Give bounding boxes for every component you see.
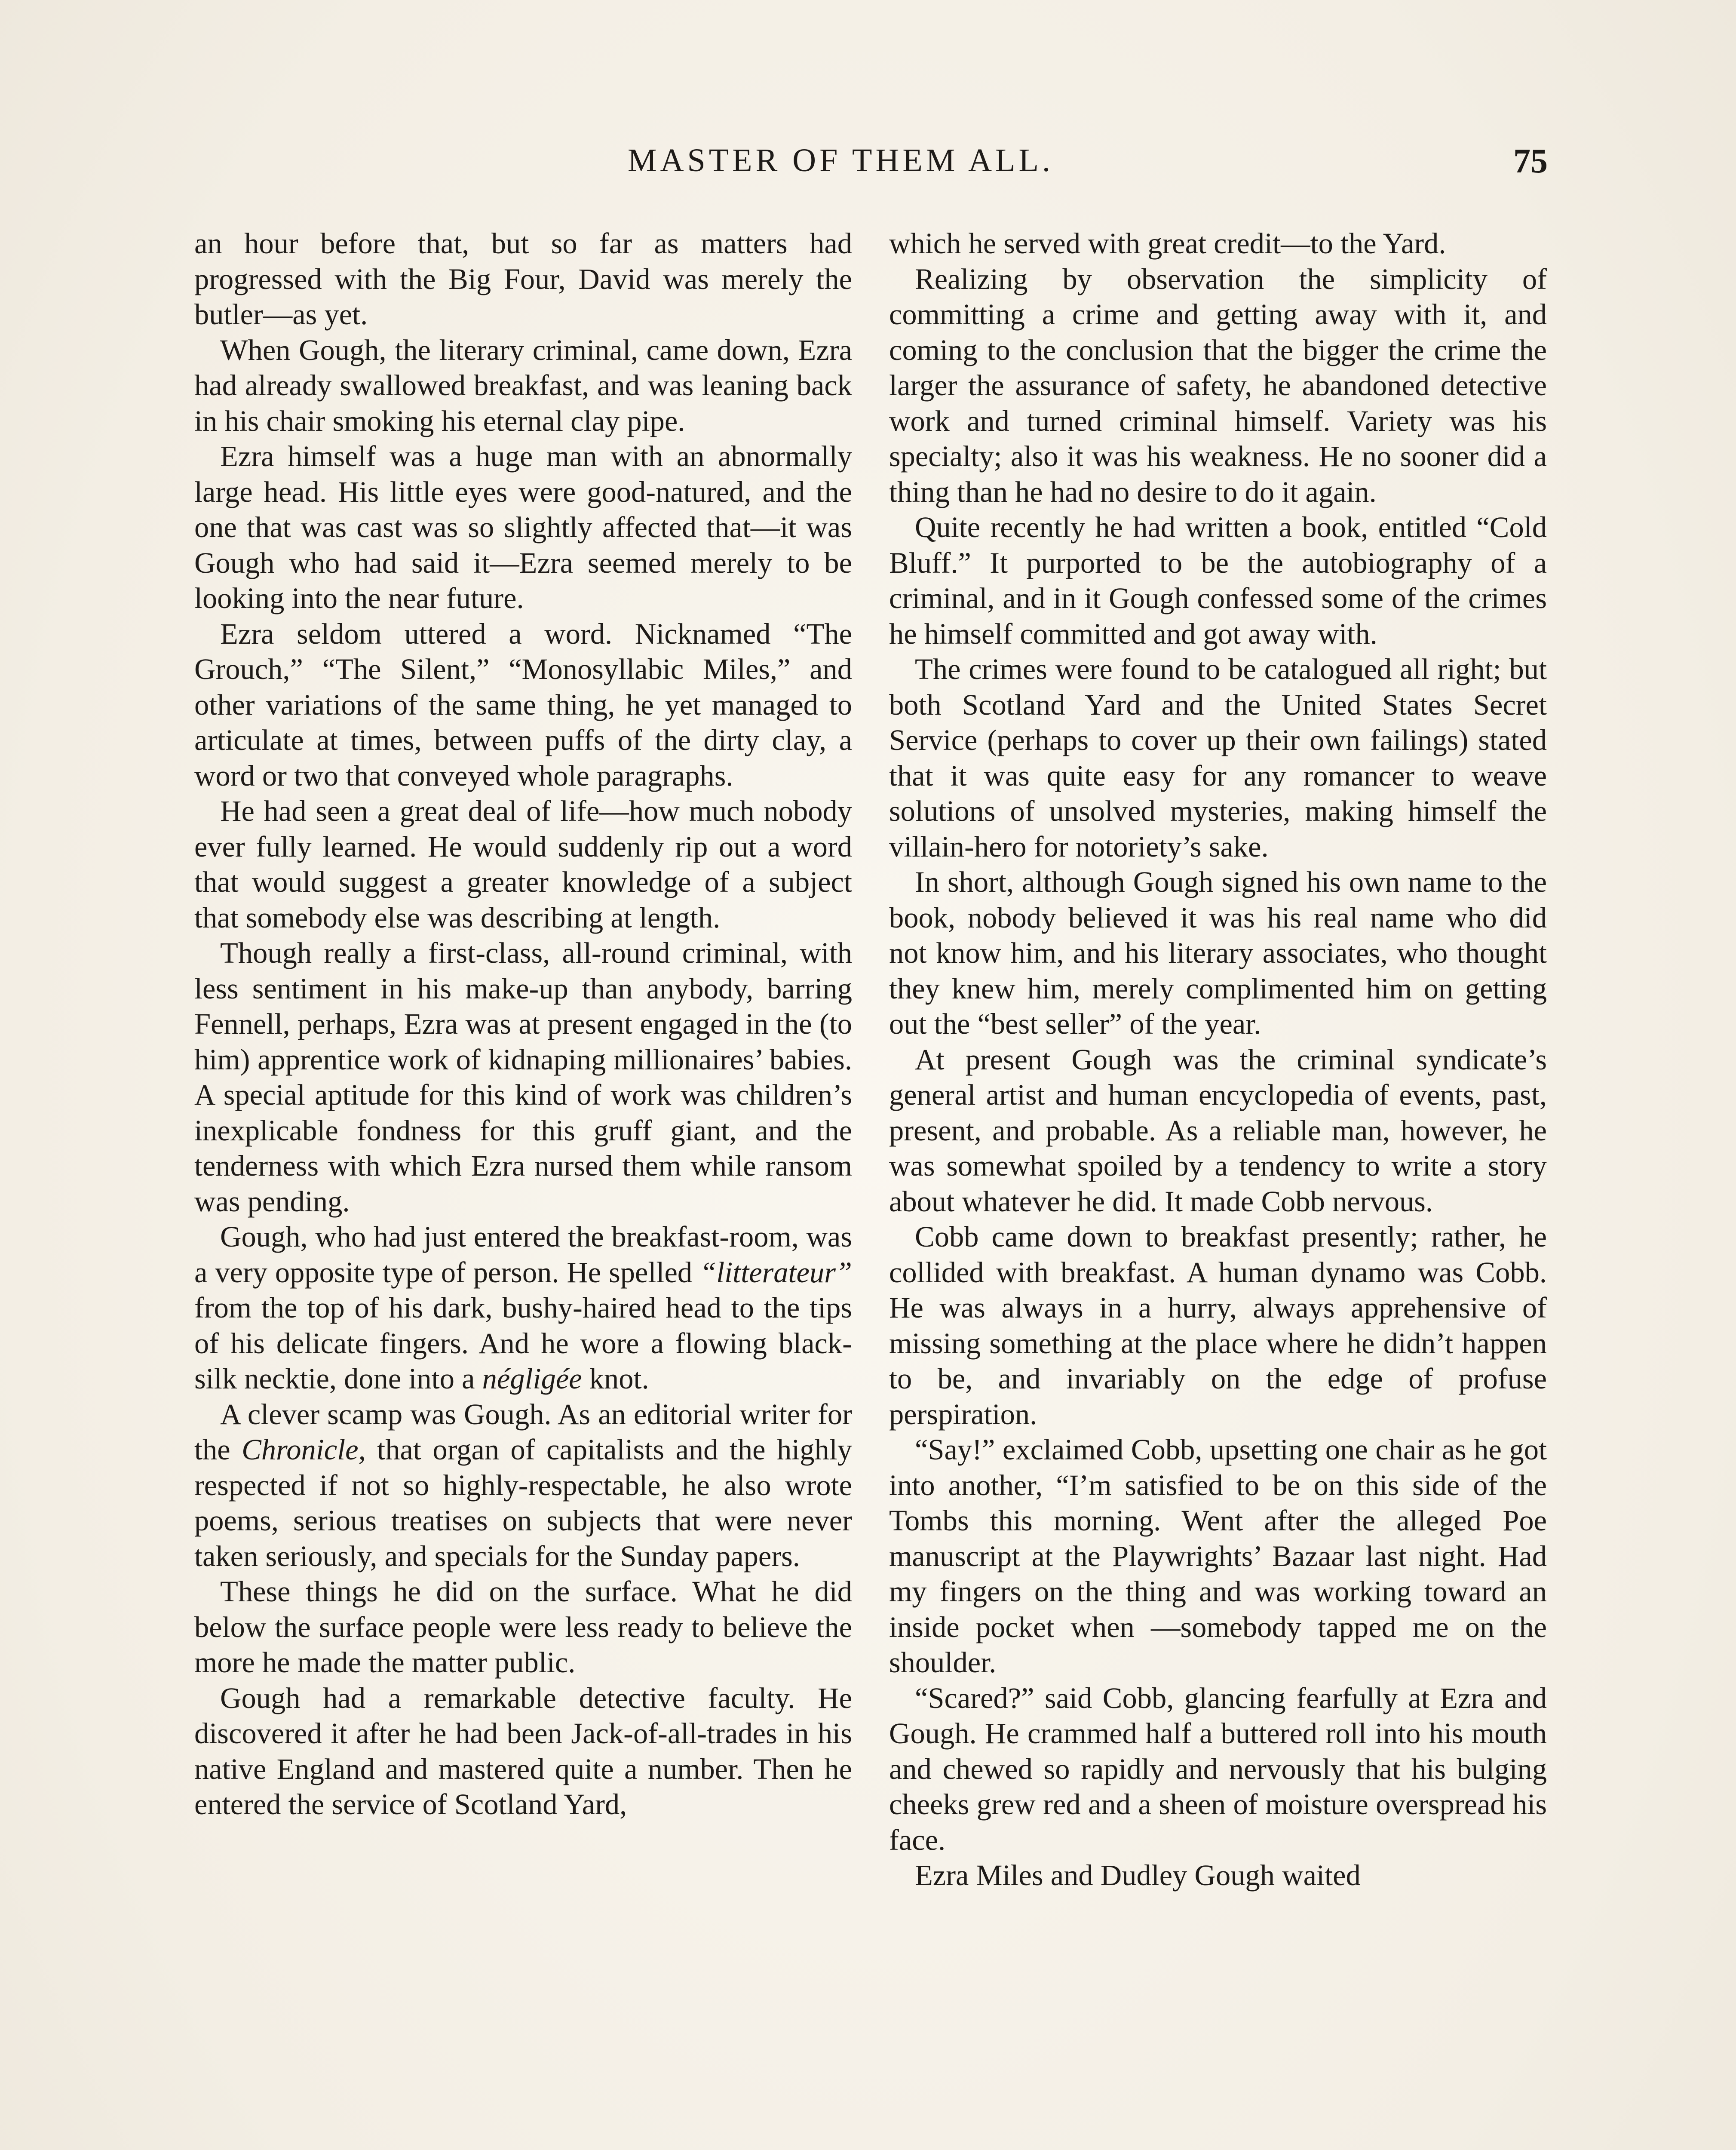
paragraph: In short, although Gough signed his own name to the book, nobody believed it was his real name who did not know him, and his literary associates, who thought they knew him, merely complimented him on getting out the “best seller” of the year. (889, 866, 1547, 1040)
paragraph: Though really a first-class, all-round criminal, with less sentiment in his make-up than anybody, barring Fennell, perhaps, Ezra was at present engaged in the (to him) apprentice work of kidnaping millionaires’ babies. A special aptitude for this kind of work was children’s inexplicable fondness for this gruff giant, and the tenderness with which Ezra nursed them while ransom was pending. (194, 937, 852, 1218)
paragraph: “Scared?” said Cobb, glancing fearfully at Ezra and Gough. He crammed half a buttered roll into his mouth and chewed so rapidly and nervously that his bulging cheeks grew red and a sheen of moisture overspread his face. (889, 1681, 1547, 1856)
paragraph (194, 1397, 852, 1574)
paragraph: At present Gough was the criminal syndicate’s general artist and human encyclopedia of events, past, present, and probable. As a reliable man, however, he was somewhat spoiled by a tendency to write a story about whatever he did. It made Cobb nervous. (889, 1043, 1547, 1218)
paragraph-text: knot. (582, 1362, 649, 1395)
paragraph: an hour before that, but so far as matters had progressed with the Big Four, David was merely the butler—as yet. (194, 227, 852, 331)
paragraph: which he served with great credit—to the Yard. (889, 227, 1446, 260)
left-column (194, 226, 852, 1822)
paragraph: He had seen a great deal of life—how much nobody ever fully learned. He would suddenly rip out a word that would suggest a greater knowledge of a subject that somebody else was describing at length. (194, 795, 852, 934)
italic-word: Chronicle, (242, 1433, 366, 1466)
right-column (889, 226, 1547, 1893)
paragraph: These things he did on the surface. What he did below the surface people were less ready to believe the more he made the matter public. (194, 1575, 852, 1679)
running-header (189, 142, 1548, 189)
paragraph: Quite recently he had written a book, entitled “Cold Bluff.” It purported to be the autobiography of a criminal, and in it Gough confessed some of the crimes he himself committed and got away with. (889, 511, 1547, 650)
page-number: 75 (1513, 142, 1548, 180)
paragraph: When Gough, the literary criminal, came down, Ezra had already swallowed breakfast, and was leaning back in his chair smoking his eternal clay pipe. (194, 333, 852, 437)
chapter-title: MASTER OF THEM ALL. (628, 142, 1054, 178)
paragraph: “Say!” exclaimed Cobb, upsetting one chair as he got into another, “I’m satisfied to be on this side of the Tombs this morning. Went after the alleged Poe manuscript at the Playwrights’ Bazaar last night. Had my fingers on the thing and was working toward an inside pocket when —somebody tapped me on the shoulder. (889, 1433, 1547, 1679)
paragraph: Cobb came down to breakfast presently; rather, he collided with breakfast. A human dynamo was Cobb. He was always in a hurry, always apprehensive of missing something at the place where he didn’t happen to be, and invariably on the edge of profuse perspiration. (889, 1220, 1547, 1431)
paragraph-text: that organ of capitalists and the highly respected if not so highly-respectable, he also wrote poems, serious treatises on subjects that were never taken seriously, and specials for the Sunday papers. (194, 1433, 853, 1573)
italic-word: négligée (482, 1362, 582, 1395)
paragraph (194, 1219, 852, 1397)
paragraph-text: Gough, who had just entered the breakfast-room, was a very opposite type of person. He spelled (194, 1220, 852, 1289)
paragraph-text: A clever scamp was Gough. As an editorial writer for the (194, 1398, 852, 1466)
paragraph: Ezra himself was a huge man with an abnormally large head. His little eyes were good-natured, and the one that was cast was so slightly affected that—it was Gough who had said it—Ezra seemed merely to be looking into the near future. (194, 440, 852, 614)
italic-word: “litterateur” (700, 1256, 852, 1289)
paragraph-text: from the top of his dark, bushy-haired head to the tips of his delicate fingers. And he wore a flowing black-silk necktie, done into a (194, 1291, 852, 1395)
paragraph: Gough had a remarkable detective faculty. He discovered it after he had been Jack-of-all-trades in his native England and mastered quite a number. Then he entered the service of Scotland Yard, (194, 1681, 852, 1821)
paragraph: Ezra seldom uttered a word. Nicknamed “The Grouch,” “The Silent,” “Monosyllabic Miles,” and other variations of the same thing, he yet managed to articulate at times, between puffs of the dirty clay, a word or two that conveyed whole paragraphs. (194, 617, 852, 792)
paragraph: Ezra Miles and Dudley Gough waited (915, 1859, 1361, 1892)
paragraph: Realizing by observation the simplicity of committing a crime and getting away with it, and coming to the conclusion that the bigger the crime the larger the assurance of safety, he abandoned detective work and turned criminal himself. Variety was his specialty; also it was his weakness. He no sooner did a thing than he had no desire to do it again. (889, 262, 1547, 508)
paragraph: The crimes were found to be catalogued all right; but both Scotland Yard and the United States Secret Service (perhaps to cover up their own failings) stated that it was quite easy for any romancer to weave solutions of unsolved mysteries, making himself the villain-hero for notoriety’s sake. (889, 653, 1547, 863)
